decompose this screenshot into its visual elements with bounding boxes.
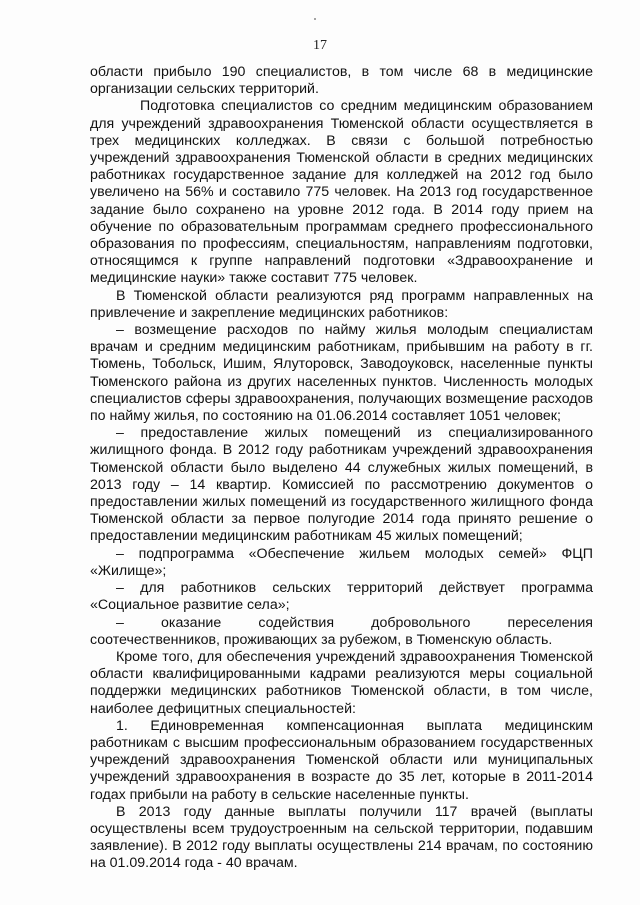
paragraph-8: – оказание содействия добровольного переселения соотечественников, проживающих за рубежом, в Тюменскую область. <box>90 614 593 648</box>
paragraph-2: Подготовка специалистов со средним медицинским образованием для учреждений здравоохранения Тюменской области осуществляется в трех медицинских колледжах. В связи с большой потребностью учреждений здравоохранения Тюменской области в средних медицинских работниках государственное задание для колледжей на 2012 год было увеличено на 56% и составило 775 человек. На 2013 год государственное задание было сохранено на уровне 2012 года. В 2014 году прием на обучение по образовательным программам среднего профессионального образования по профессиям, специальностям, направлениям подготовки, относящимся к группе направлений подготовки «Здравоохранение и медицинские науки» также составит 775 человек. <box>90 98 593 287</box>
paragraph-7: – для работников сельских территорий действует программа «Социальное развитие села»; <box>90 580 593 614</box>
paragraph-3: В Тюменской области реализуются ряд программ направленных на привлечение и закрепление медицинских работников: <box>90 287 593 321</box>
paragraph-1: области прибыло 190 специалистов, в том числе 68 в медицинские организации сельских территорий. <box>90 64 593 98</box>
paragraph-6: – подпрограмма «Обеспечение жильем молодых семей» ФЦП «Жилище»; <box>90 545 593 579</box>
paragraph-5: – предоставление жилых помещений из специализированного жилищного фонда. В 2012 году работникам учреждений здравоохранения Тюменской области было выделено 44 служебных жилых помещений, в 2013 году – 14 квартир. Комиссией по рассмотрению документов о предоставлении жилых помещений из государственного жилищного фонда Тюменской области за первое полугодие 2014 года принято решение о предоставлении медицинским работникам 45 жилых помещений; <box>90 425 593 545</box>
page-number: 17 <box>313 38 327 53</box>
paragraph-10: 1. Единовременная компенсационная выплата медицинским работникам с высшим профессиональным образованием государственных учреждений здравоохранения Тюменской области или муниципальных учреждений здравоохранения в возрасте до 35 лет, которые в 2011-2014 годах прибыли на работу в сельские населенные пункты. <box>90 717 593 803</box>
document-body <box>90 64 593 873</box>
paragraph-9: Кроме того, для обеспечения учреждений здравоохранения Тюменской области квалифицированными кадрами реализуются меры социальной поддержки медицинских работников Тюменской области, в том числе, наиболее дефицитных специальностей: <box>90 648 593 717</box>
paragraph-11: В 2013 году данные выплаты получили 117 врачей (выплаты осуществлены всем трудоустроенным на сельской территории, подавшим заявление). В 2012 году выплаты осуществлены 214 врачам, по состоянию на 01.09.2014 года - 40 врачам. <box>90 803 593 872</box>
scan-speck <box>314 18 316 20</box>
paragraph-4: – возмещение расходов по найму жилья молодым специалистам врачам и средним медицинским работникам, прибывшим на работу в гг. Тюмень, Тобольск, Ишим, Ялуторовск, Заводоуковск, населенные пункты Тюменского района из других населенных пунктов. Численность молодых специалистов сферы здравоохранения, получающих возмещение расходов по найму жилья, по состоянию на 01.06.2014 составляет 1051 человек; <box>90 322 593 425</box>
